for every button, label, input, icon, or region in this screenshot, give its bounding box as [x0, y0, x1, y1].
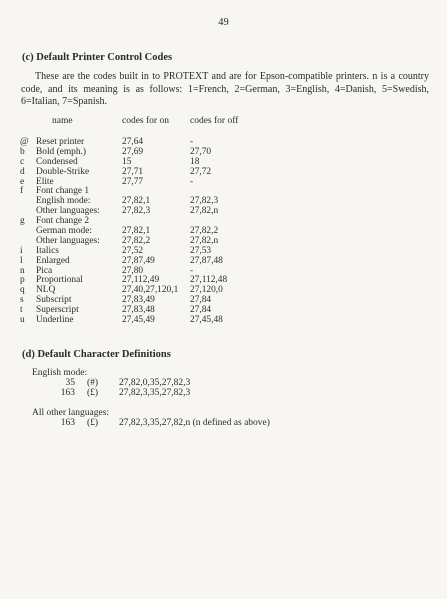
table-row: [20, 216, 430, 226]
table-row: [20, 295, 430, 305]
char-code: 35: [65, 378, 75, 388]
table-body: [20, 137, 430, 325]
table-row: [20, 275, 430, 285]
row-code-off: 27,82,2: [190, 226, 219, 237]
row-letter: b: [20, 146, 25, 157]
row-letter: t: [20, 305, 23, 316]
row-name: Superscript: [36, 305, 79, 316]
char-def-label: English mode:: [32, 368, 88, 378]
row-code-on: 27,77: [122, 176, 144, 187]
header-codes-on: codes for on: [122, 116, 169, 126]
section-d-title: (d) Default Character Definitions: [22, 349, 171, 360]
row-code-on: 27,71: [122, 166, 144, 177]
row-letter: @: [20, 137, 29, 147]
row-letter: s: [20, 295, 24, 306]
row-code-off: -: [190, 265, 194, 276]
row-letter: u: [20, 315, 25, 326]
row-code-on: 27,112,49: [122, 275, 160, 286]
row-name: Subscript: [36, 295, 72, 306]
row-code-on: 27,40,27,120,1: [122, 285, 179, 296]
row-code-off: 27,82,n: [190, 235, 219, 246]
row-code-on: 27,82,3: [122, 206, 151, 217]
table-row: [20, 196, 430, 206]
row-letter: q: [20, 285, 25, 296]
row-code-on: 27,82,2: [122, 235, 151, 246]
row-code-on: 27,80: [122, 265, 144, 276]
row-letter: n: [20, 265, 25, 276]
char-code: 163: [60, 388, 75, 398]
table-row: [20, 226, 430, 236]
row-letter: c: [20, 156, 25, 167]
row-name: Enlarged: [36, 255, 70, 266]
row-code-off: 27,84: [190, 305, 212, 316]
row-code-off: 27,82,n: [190, 206, 219, 217]
row-name: Reset printer: [36, 137, 85, 147]
char-def-row: [32, 378, 191, 388]
row-letter: l: [20, 255, 23, 266]
row-code-on: 27,69: [122, 146, 144, 157]
table-row: [20, 157, 430, 167]
table-row: [20, 246, 430, 256]
table-row: [20, 236, 430, 246]
table-row: [20, 305, 430, 315]
char-def-row: [32, 418, 270, 428]
row-code-off: 18: [190, 156, 200, 167]
row-code-off: 27,45,48: [190, 315, 223, 326]
page-number: 49: [218, 17, 229, 28]
row-code-off: 27,84: [190, 295, 212, 306]
char-sequence: 27,82,3,35,27,82,n (n defined as above): [119, 418, 270, 428]
row-code-on: 27,45,49: [122, 315, 155, 326]
row-name: Condensed: [36, 156, 78, 167]
table-row: [20, 177, 430, 187]
header-codes-off: codes for off: [190, 116, 239, 126]
row-name: Underline: [36, 315, 74, 326]
row-code-on: 27,52: [122, 245, 144, 256]
row-letter: p: [20, 275, 25, 286]
row-code-off: 27,82,3: [190, 196, 219, 207]
char-symbol: (£): [87, 388, 99, 398]
row-code-off: 27,112,48: [190, 275, 228, 286]
row-code-on: 27,87,49: [122, 255, 155, 266]
char-symbol: (#): [87, 378, 99, 388]
row-code-on: 27,82,1: [122, 226, 151, 237]
row-code-off: 27,87,48: [190, 255, 223, 266]
row-letter: f: [20, 186, 24, 197]
row-name: NLQ: [36, 285, 56, 296]
row-letter: e: [20, 176, 25, 187]
char-def-group-other: [32, 408, 270, 428]
row-code-off: 27,70: [190, 146, 212, 157]
row-name: Elite: [36, 176, 54, 187]
control-codes-table: [20, 116, 430, 325]
row-letter: g: [20, 216, 25, 227]
row-code-on: 27,83,48: [122, 305, 155, 316]
table-header: [20, 116, 430, 128]
char-def-group-english: [32, 368, 191, 398]
table-row: [20, 266, 430, 276]
header-name: name: [52, 116, 73, 126]
row-letter: i: [20, 245, 23, 256]
section-c-title: (c) Default Printer Control Codes: [22, 52, 173, 63]
char-def-row: [32, 388, 191, 398]
row-name: Proportional: [36, 275, 83, 286]
section-c-intro: These are the codes built in to PROTEXT and are for Epson-compatible printers. n is a country code, and its meaning is as follows: 1=French, 2=German, 3=English, 4=Danish, 5=Swedish, 6=Italian, 7=Spanish.: [21, 71, 429, 107]
row-name: Double-Strike: [36, 166, 90, 177]
table-row: [20, 285, 430, 295]
char-code: 163: [60, 418, 75, 428]
table-row: [20, 137, 430, 147]
row-code-off: -: [190, 137, 194, 147]
char-symbol: (£): [87, 418, 99, 428]
table-row: [20, 256, 430, 266]
row-name: English mode:: [36, 196, 91, 207]
row-code-on: 27,83,49: [122, 295, 155, 306]
row-code-off: 27,72: [190, 166, 212, 177]
row-code-on: 27,64: [122, 137, 144, 147]
row-code-on: 15: [122, 156, 132, 167]
row-name: Font change 2: [36, 216, 90, 227]
table-row: [20, 206, 430, 216]
row-name: German mode:: [36, 226, 92, 237]
char-def-label: All other languages:: [32, 408, 110, 418]
table-row: [20, 315, 430, 325]
table-row: [20, 167, 430, 177]
row-letter: d: [20, 166, 25, 177]
row-code-off: 27,53: [190, 245, 212, 256]
row-code-off: 27,120,0: [190, 285, 223, 296]
row-name: Bold (emph.): [36, 146, 86, 157]
row-name: Italics: [36, 245, 59, 256]
row-code-on: 27,82,1: [122, 196, 151, 207]
row-name: Font change 1: [36, 186, 90, 197]
row-name: Other languages:: [36, 235, 100, 246]
row-name: Pica: [36, 265, 53, 276]
row-code-off: -: [190, 176, 194, 187]
char-sequence: 27,82,3,35,27,82,3: [119, 388, 191, 398]
row-name: Other languages:: [36, 206, 100, 217]
table-row: [20, 147, 430, 157]
char-sequence: 27,82,0,35,27,82,3: [119, 378, 191, 388]
table-row: [20, 186, 430, 196]
